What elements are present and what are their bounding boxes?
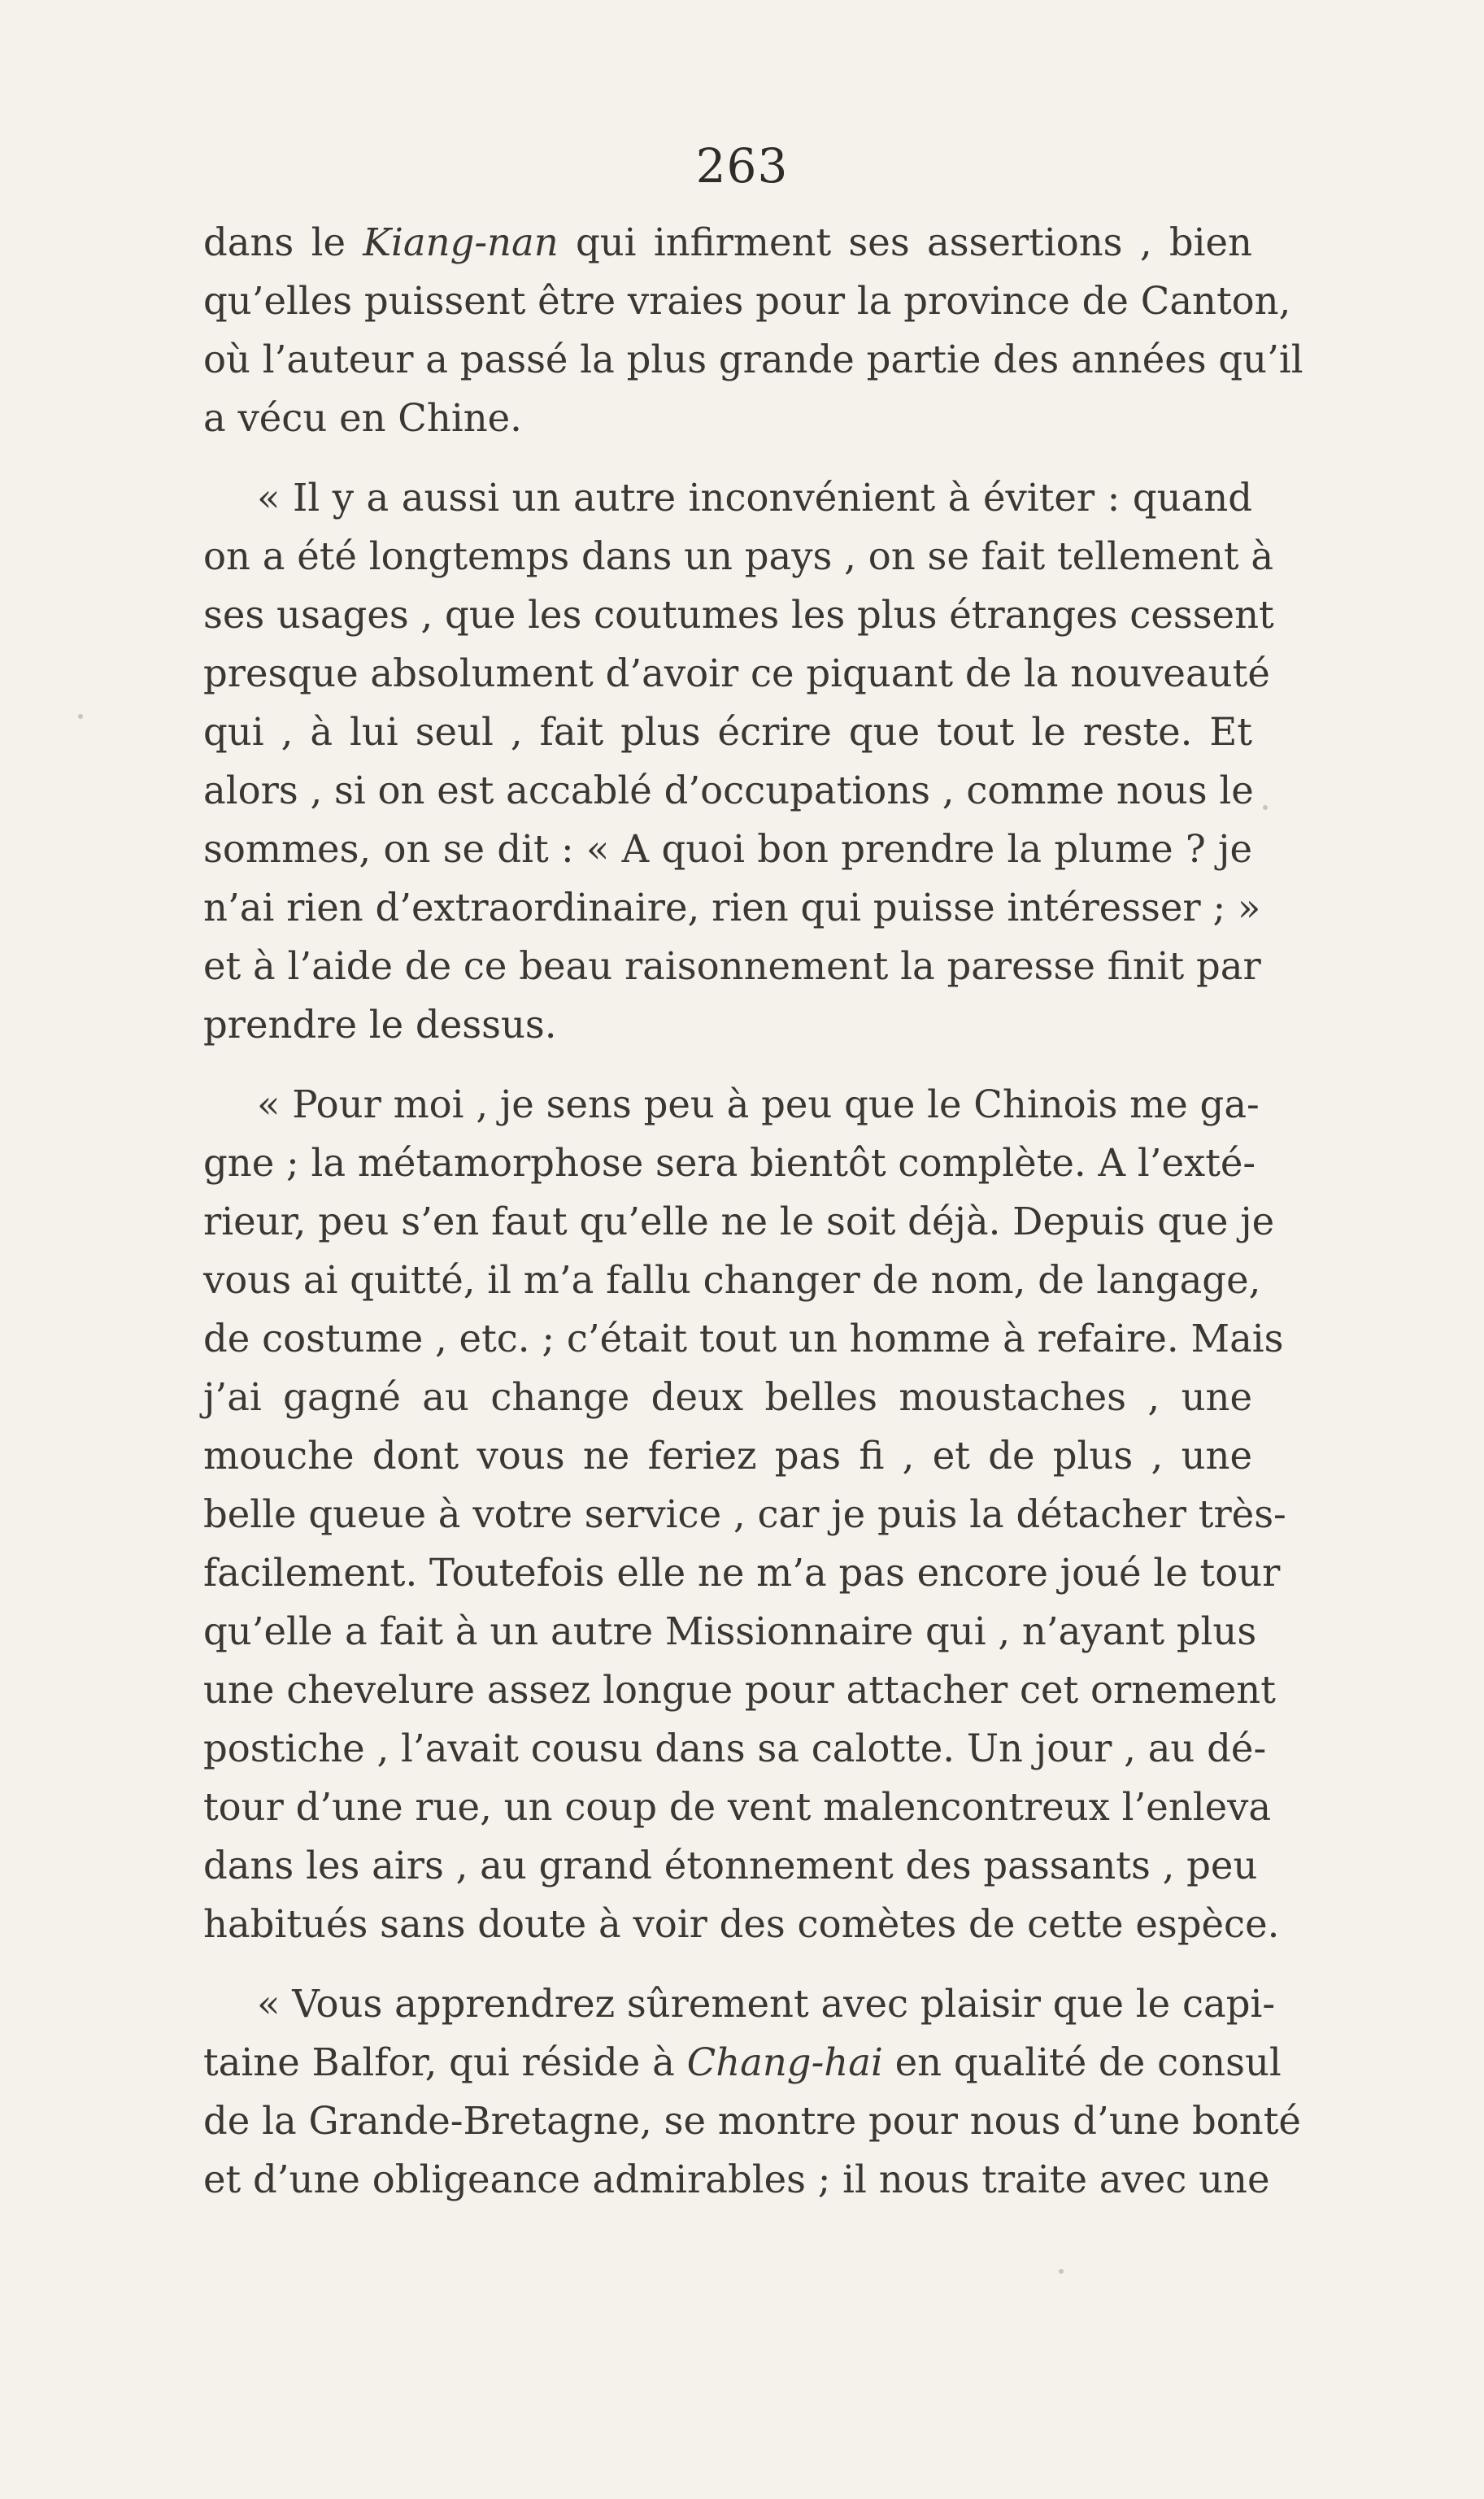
page-number: 263: [695, 138, 789, 194]
text-line: une chevelure assez longue pour attacher cet ornement: [203, 1668, 1276, 1712]
text-line: alors , si on est accablé d’occupations , comme nous le: [203, 768, 1254, 812]
text-line: a vécu en Chine.: [203, 396, 522, 440]
text-line: de la Grande-Bretagne, se montre pour nous d’une bonté: [203, 2099, 1301, 2143]
paragraph-first-line: « Il y a aussi un autre inconvénient à éviter : quand: [257, 476, 1252, 520]
paper-speck: [1263, 805, 1268, 810]
text-line: rieur, peu s’en faut qu’elle ne le soit déjà. Depuis que je: [203, 1199, 1275, 1243]
text-line: vous ai quitté, il m’a fallu changer de nom, de langage,: [203, 1258, 1261, 1302]
text-line: où l’auteur a passé la plus grande partie des années qu’il: [203, 337, 1303, 381]
text-line: facilement. Toutefois elle ne m’a pas encore joué le tour: [203, 1551, 1281, 1595]
text-line: qui , à lui seul , fait plus écrire que tout le reste. Et: [203, 710, 1252, 754]
text-line: n’ai rien d’extraordinaire, rien qui puisse intéresser ; »: [203, 886, 1261, 930]
text-segment: en qualité de consul: [882, 2040, 1282, 2084]
text-line: qu’elles puissent être vraies pour la province de Canton,: [203, 279, 1291, 323]
text-line: sommes, on se dit : « A quoi bon prendre la plume ? je: [203, 827, 1252, 871]
body-text: [203, 213, 1303, 2209]
text-line: on a été longtemps dans un pays , on se fait tellement à: [203, 534, 1274, 578]
text-line: postiche , l’avait cousu dans sa calotte. Un jour , au dé-: [203, 1726, 1267, 1770]
text-line: habitués sans doute à voir des comètes de cette espèce.: [203, 1902, 1280, 1946]
text-line: gne ; la métamorphose sera bientôt complète. A l’exté-: [203, 1141, 1256, 1185]
text-line: ses usages , que les coutumes les plus étranges cessent: [203, 593, 1274, 637]
paragraph-first-line: « Pour moi , je sens peu à peu que le Chinois me ga-: [257, 1082, 1260, 1126]
text-line: de costume , etc. ; c’était tout un homme à refaire. Mais: [203, 1317, 1284, 1361]
italic-place-name: Kiang-nan: [363, 220, 559, 264]
text-line: presque absolument d’avoir ce piquant de la nouveauté: [203, 651, 1270, 695]
text-line: belle queue à votre service , car je puis la détacher très-: [203, 1492, 1286, 1536]
text-line: et à l’aide de ce beau raisonnement la paresse finit par: [203, 944, 1261, 988]
text-line: prendre le dessus.: [203, 1003, 557, 1047]
paper-speck: [1059, 2269, 1064, 2274]
text-segment: dans le: [203, 220, 363, 264]
text-line: qu’elle a fait à un autre Missionnaire qui , n’ayant plus: [203, 1609, 1257, 1653]
text-line: [203, 2033, 1282, 2092]
text-line: mouche dont vous ne feriez pas fi , et de plus , une: [203, 1434, 1252, 1478]
text-line: et d’une obligeance admirables ; il nous traite avec une: [203, 2157, 1270, 2201]
text-line: tour d’une rue, un coup de vent malencontreux l’enleva: [203, 1785, 1272, 1829]
paper-speck: [78, 714, 83, 719]
text-line: [203, 213, 1252, 272]
text-segment: taine Balfor, qui réside à: [203, 2040, 687, 2084]
text-line: j’ai gagné au change deux belles moustaches , une: [203, 1375, 1252, 1419]
text-line: dans les airs , au grand étonnement des passants , peu: [203, 1844, 1258, 1887]
text-segment: qui infirment ses assertions , bien: [558, 220, 1252, 264]
italic-place-name: Chang-hai: [686, 2040, 883, 2084]
paragraph-first-line: « Vous apprendrez sûrement avec plaisir que le capi-: [257, 1982, 1276, 2026]
